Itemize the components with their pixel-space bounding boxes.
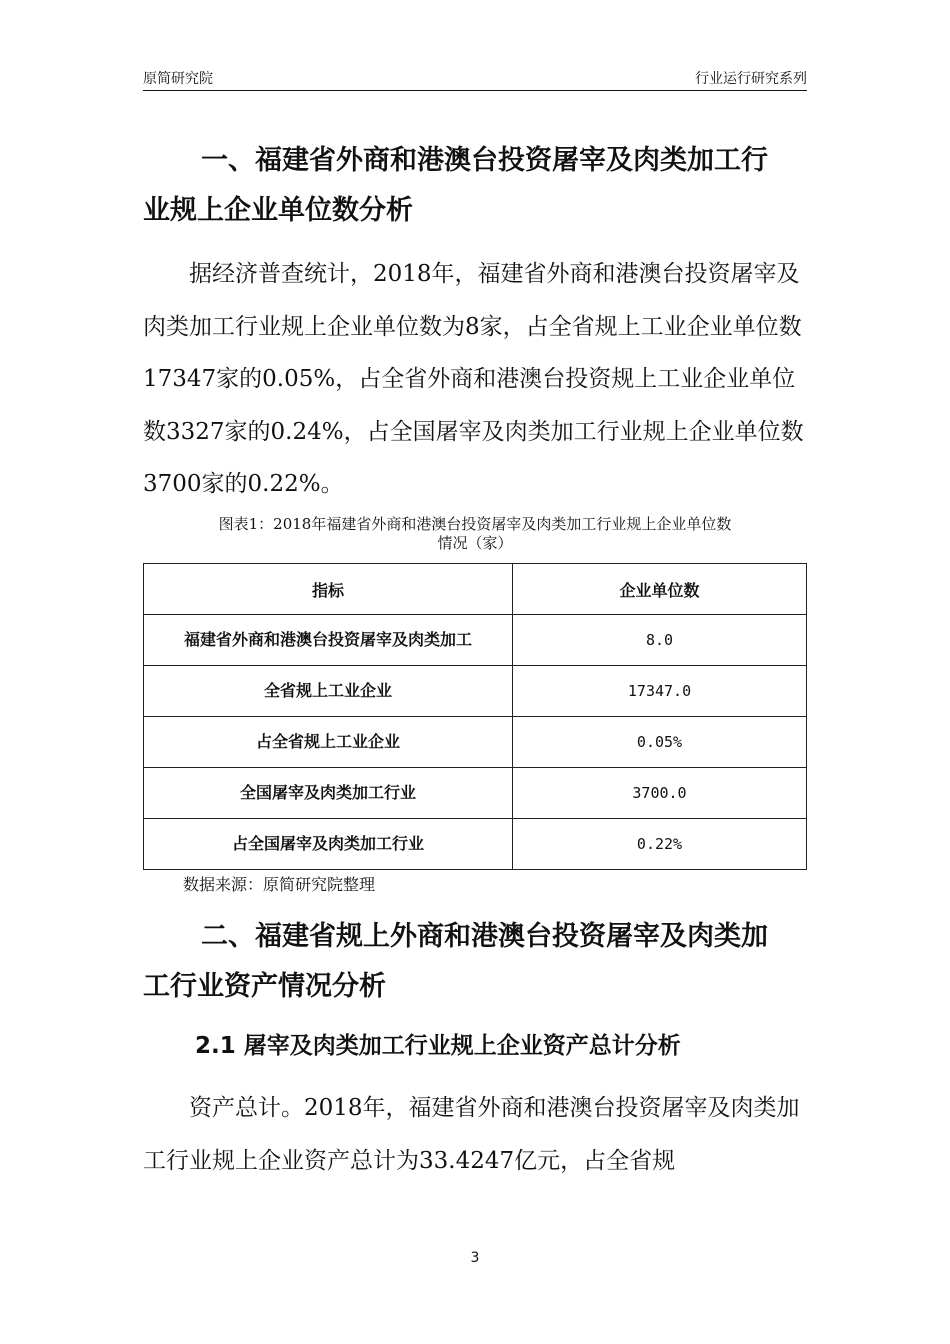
section2-heading-line1: 二、福建省规上外商和港澳台投资屠宰及肉类加 (201, 921, 768, 952)
indicator-cell: 占全省规上工业企业 (144, 717, 513, 768)
table-row (144, 666, 807, 717)
section2-paragraph: 资产总计。2018年，福建省外商和港澳台投资屠宰及肉类加工行业规上企业资产总计为33.4247亿元，占全省规 (143, 1095, 800, 1174)
value-cell: 17347.0 (513, 666, 807, 717)
table-caption-line2: 情况（家） (437, 534, 513, 552)
page-number: 3 (470, 1250, 480, 1266)
section2-heading (143, 912, 807, 1012)
header-series-name: 行业运行研究系列 (695, 71, 807, 87)
section1-heading (143, 136, 807, 236)
indicator-cell: 福建省外商和港澳台投资屠宰及肉类加工 (144, 615, 513, 666)
header-indicator: 指标 (144, 564, 513, 615)
table-row (144, 768, 807, 819)
page-header (143, 66, 807, 88)
table-caption-line1: 图表1：2018年福建省外商和港澳台投资屠宰及肉类加工行业规上企业单位数 (218, 515, 732, 533)
header-org-name: 原简研究院 (143, 71, 213, 87)
data-source-note: 数据来源：原简研究院整理 (183, 875, 376, 894)
table-row (144, 717, 807, 768)
table-caption (143, 515, 807, 553)
section2-heading-line2: 工行业资产情况分析 (143, 971, 386, 1002)
table-row (144, 819, 807, 870)
value-cell: 8.0 (513, 615, 807, 666)
indicator-cell: 全省规上工业企业 (144, 666, 513, 717)
indicator-cell: 全国屠宰及肉类加工行业 (144, 768, 513, 819)
section1-paragraph: 据经济普查统计，2018年，福建省外商和港澳台投资屠宰及肉类加工行业规上企业单位数为8家，占全省规上工业企业单位数17347家的0.05%，占全省外商和港澳台投资规上工业企业单位数3327家的0.24%，占全国屠宰及肉类加工行业规上企业单位数3700家的0.22%。 (143, 261, 804, 497)
indicator-cell: 占全国屠宰及肉类加工行业 (144, 819, 513, 870)
section1-heading-line2: 业规上企业单位数分析 (143, 195, 413, 226)
table-header-row (144, 564, 807, 615)
table-row (144, 615, 807, 666)
enterprise-count-table (143, 563, 807, 870)
section2-subheading: 2.1 屠宰及肉类加工行业规上企业资产总计分析 (195, 1033, 681, 1059)
value-cell: 0.05% (513, 717, 807, 768)
value-cell: 3700.0 (513, 768, 807, 819)
value-cell: 0.22% (513, 819, 807, 870)
section1-heading-line1: 一、福建省外商和港澳台投资屠宰及肉类加工行 (201, 145, 768, 176)
header-enterprise-count: 企业单位数 (513, 564, 807, 615)
header-divider (143, 90, 807, 91)
